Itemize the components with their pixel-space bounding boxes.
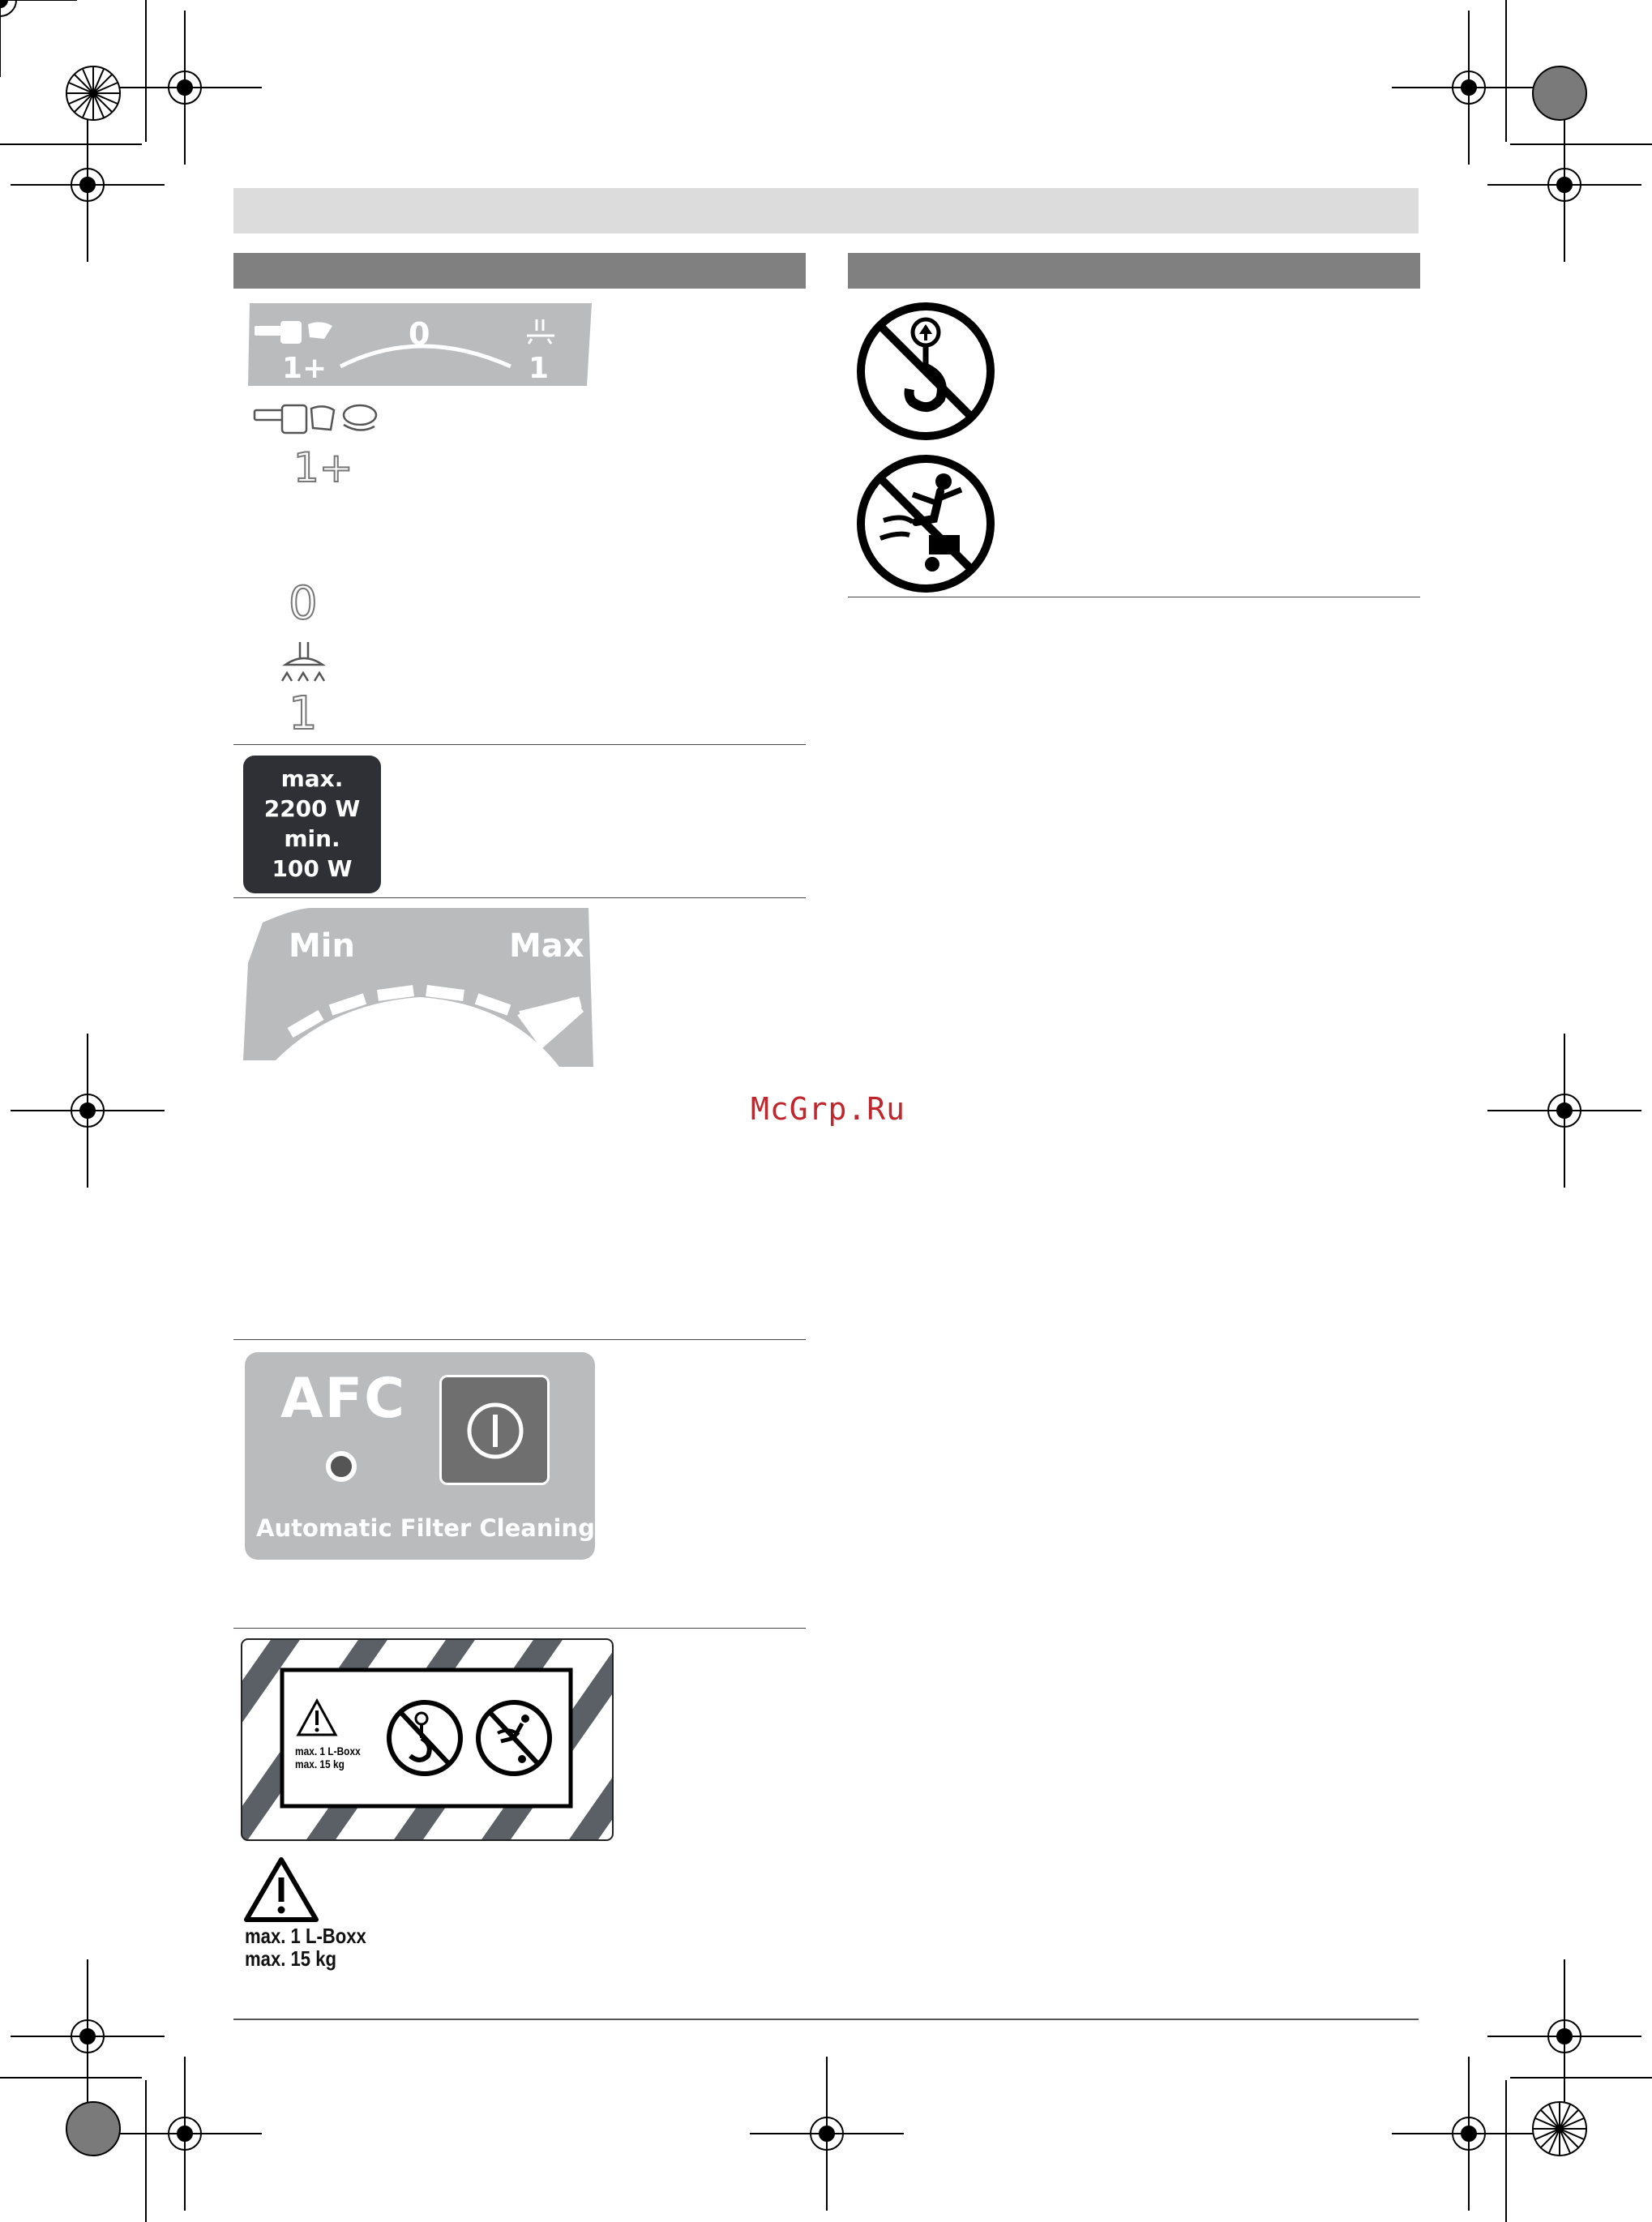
warning-line2: max. 15 kg: [245, 1946, 337, 1971]
vacuum-legend-icon: [276, 640, 334, 689]
page-header-band: [233, 188, 1419, 233]
legend-off-label: 0: [289, 577, 318, 630]
section-divider: [233, 1339, 806, 1340]
warning-line1: max. 1 L-Boxx: [245, 1924, 366, 1948]
section-divider: [233, 897, 806, 898]
no-riding-icon: [478, 1702, 550, 1774]
mode-label-manual: 1: [529, 352, 550, 385]
no-crane-lifting-sign: [856, 302, 995, 441]
hazard-warning-label: [240, 1638, 614, 1842]
section-divider: [233, 744, 806, 745]
left-column-header: [233, 253, 806, 289]
power-min-label: min.: [284, 825, 340, 852]
afc-panel: [245, 1352, 595, 1560]
afc-power-button: [439, 1375, 550, 1485]
afc-subtitle: Automatic Filter Cleaning: [256, 1514, 595, 1542]
dial-max-label: Max: [509, 927, 584, 965]
page-footer-rule: [233, 2019, 1419, 2020]
hazard-label-line2: max. 15 kg: [295, 1757, 345, 1770]
watermark-text: McGrp.Ru: [751, 1091, 906, 1127]
legend-auto-label: 1+: [293, 444, 353, 491]
section-divider: [233, 1628, 806, 1629]
hazard-label-line1: max. 1 L-Boxx: [295, 1745, 361, 1757]
dial-min-label: Min: [289, 927, 355, 965]
legend-manual-label: 1: [289, 687, 318, 740]
power-min-value: 100 W: [272, 855, 353, 882]
power-icon: [464, 1400, 526, 1462]
mode-label-off: 0: [409, 316, 430, 352]
power-tools-legend-icon: [253, 402, 383, 438]
power-max-value: 2200 W: [263, 795, 361, 822]
afc-indicator-led: [326, 1451, 357, 1482]
no-crane-hook-icon: [389, 1702, 460, 1774]
mode-label-auto: 1+: [282, 352, 327, 385]
warning-triangle-large-icon: [243, 1856, 319, 1923]
power-rating-badge: [243, 756, 381, 893]
right-column-header: [848, 253, 1420, 289]
power-max-label: max.: [280, 765, 344, 792]
afc-title: AFC: [280, 1367, 406, 1431]
warning-capacity-text: [245, 1924, 366, 1970]
no-standing-riding-sign: [856, 454, 995, 593]
hazard-label-capacity: [295, 1745, 361, 1770]
